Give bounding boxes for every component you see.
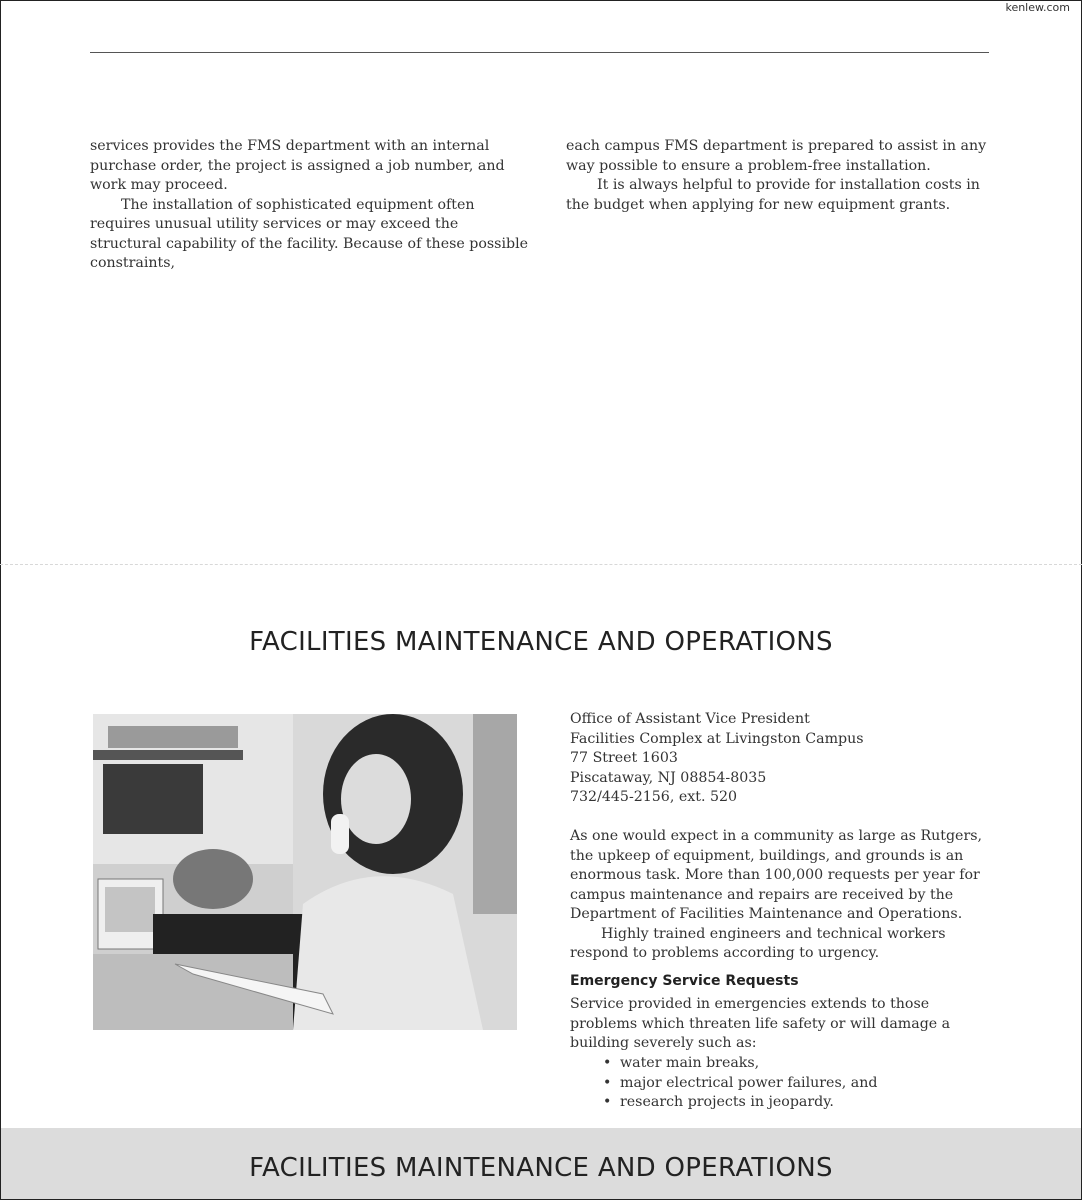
paragraph: The installation of sophisticated equipment often requires unusual utility services or may exceed the structural capability of the facility. Because of these possible constraints, <box>90 196 529 271</box>
top-right-column <box>566 137 996 215</box>
paragraph: services provides the FMS department with an internal purchase order, the project is assigned a job number, and work may proceed. <box>90 138 505 193</box>
paragraph: Service provided in emergencies extends to those problems which threaten life safety or will damage a building severely such as: <box>570 996 951 1051</box>
contact-phone: 732/445-2156, ext. 520 <box>570 789 738 805</box>
top-rule <box>90 52 989 53</box>
fold-line <box>0 564 1082 565</box>
top-left-column <box>90 137 530 274</box>
list-item: • research projects in jeopardy. <box>603 1093 877 1113</box>
description <box>570 827 990 964</box>
paragraph: Highly trained engineers and technical workers respond to problems according to urgency. <box>570 925 946 961</box>
contact-street: 77 Street 1603 <box>570 750 678 766</box>
contact-complex: Facilities Complex at Livingston Campus <box>570 730 864 747</box>
telephone-handset <box>331 814 349 854</box>
bullet-icon: • <box>603 1074 612 1091</box>
paragraph: As one would expect in a community as large as Rutgers, the upkeep of equipment, buildings, and grounds is an enormous task. More than 100,000 requests per year for campus maintenance and repairs are received by the Department of Facilities Maintenance and Operations. <box>570 828 983 922</box>
seated-person-head <box>173 849 253 909</box>
bullet-icon: • <box>603 1094 612 1110</box>
poster <box>473 714 517 914</box>
fax-machine <box>108 726 238 748</box>
emergency-text <box>570 995 990 1054</box>
list-item: • major electrical power failures, and <box>603 1074 877 1094</box>
section-title: FACILITIES MAINTENANCE AND OPERATIONS <box>249 627 833 657</box>
paragraph: It is always helpful to provide for installation costs in the budget when applying for new equipment grants. <box>566 177 980 213</box>
bullet-icon: • <box>603 1055 612 1071</box>
footer-title: FACILITIES MAINTENANCE AND OPERATIONS <box>249 1153 833 1183</box>
contact-city: Piscataway, NJ 08854-8035 <box>570 769 767 786</box>
file-organizer <box>103 764 203 834</box>
watermark: kenlew.com <box>1005 1 1070 14</box>
shelf <box>93 750 243 760</box>
monitor-screen <box>105 887 155 932</box>
office-worker-photo <box>93 714 517 1030</box>
emergency-heading: Emergency Service Requests <box>570 973 799 989</box>
list-item: • water main breaks, <box>603 1054 877 1074</box>
paragraph: each campus FMS department is prepared to assist in any way possible to ensure a problem-free installation. <box>566 138 987 174</box>
contact-block <box>570 710 990 808</box>
emergency-list <box>603 1054 877 1113</box>
contact-office: Office of Assistant Vice President <box>570 711 810 727</box>
woman-face <box>341 754 411 844</box>
